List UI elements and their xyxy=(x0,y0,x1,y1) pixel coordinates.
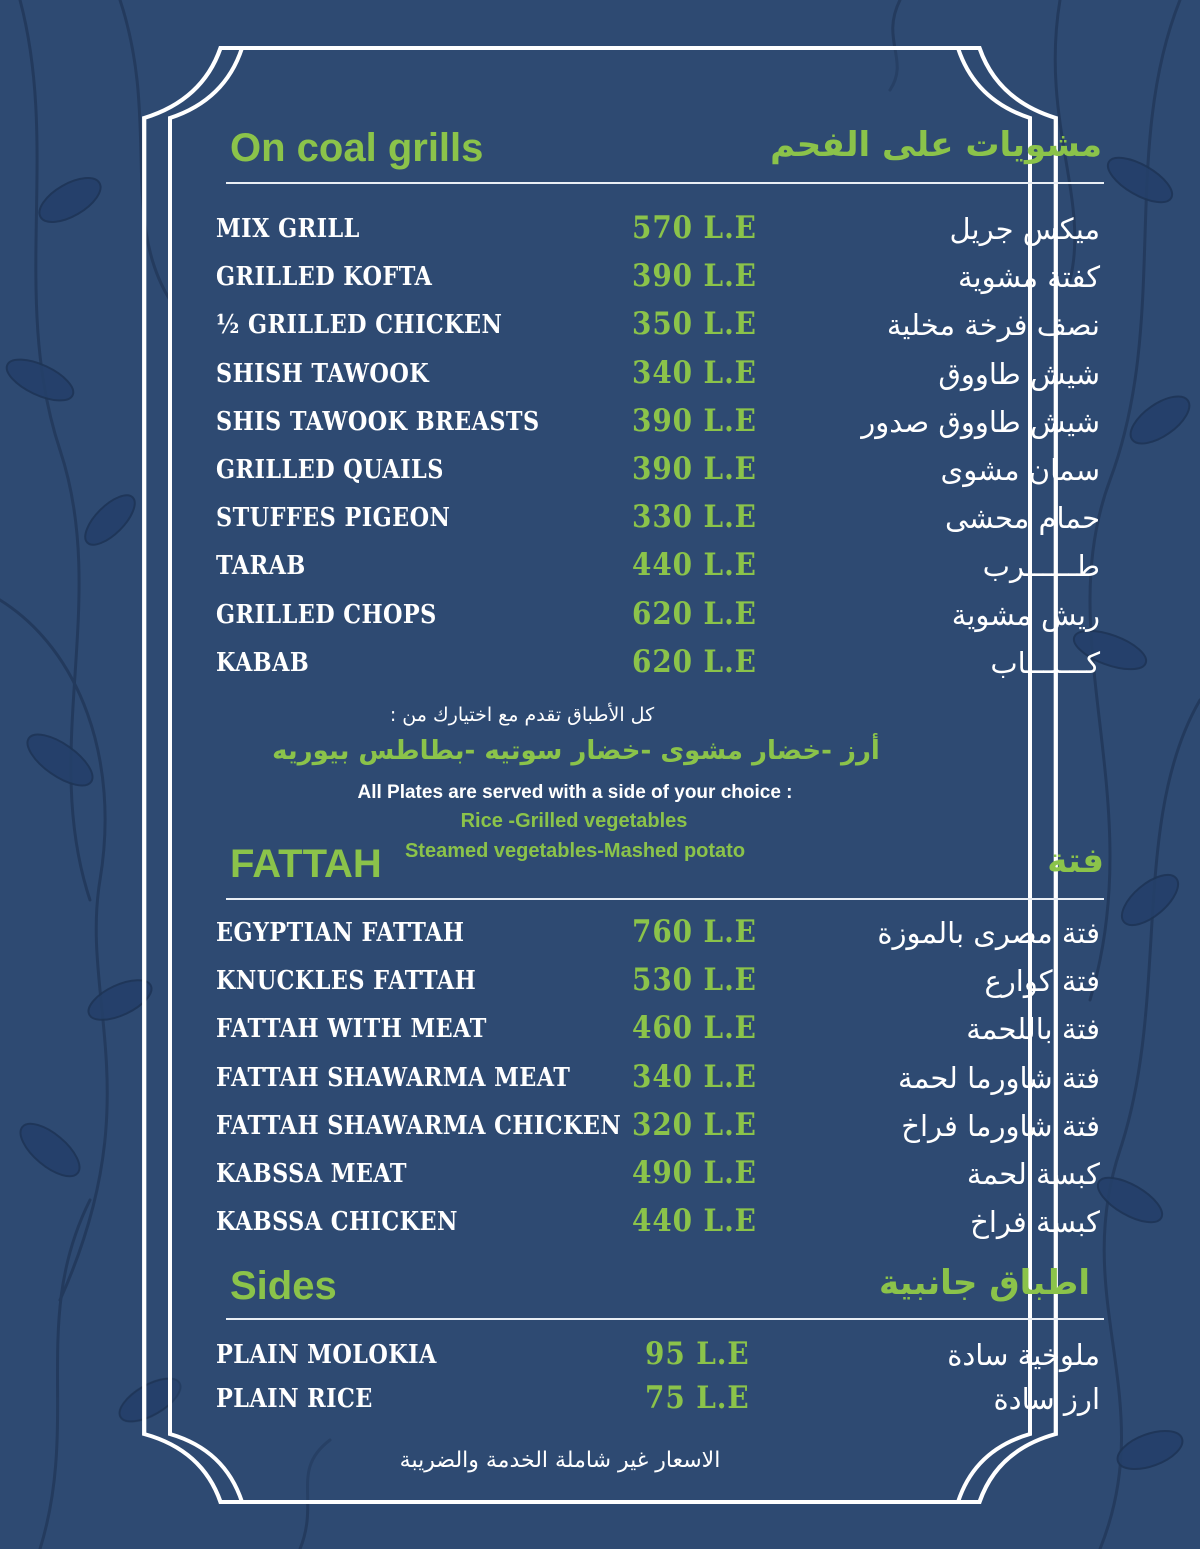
menu-item-name-ar: ميكس جريل xyxy=(949,212,1100,246)
section-title-fattah-ar: فتة xyxy=(1047,841,1104,881)
menu-item-name-ar: فتة كوارع xyxy=(984,964,1100,999)
menu-item-row xyxy=(0,1010,1200,1058)
section-divider-fattah xyxy=(226,898,1104,900)
sides-note-en-line1: All Plates are served with a side of your choice : xyxy=(357,782,793,803)
menu-item-row xyxy=(0,1059,1200,1107)
menu-item-row xyxy=(0,451,1200,499)
menu-item-name-en: PLAIN MOLOKIA xyxy=(216,1340,437,1370)
section-divider-sides xyxy=(226,1318,1104,1320)
menu-item-name-ar: كـــبـــاب xyxy=(990,645,1100,680)
menu-item-name-en: KABSSA CHICKEN xyxy=(216,1207,458,1238)
menu-item-name-en: TARAB xyxy=(216,551,306,582)
menu-item-price: 490 L.E xyxy=(632,1154,757,1191)
menu-item-row xyxy=(0,644,1200,692)
sides-note-ar-line1: كل الأطباق تقدم مع اختيارك من : xyxy=(389,704,655,726)
menu-item-name-en: SHISH TAWOOK xyxy=(216,358,430,389)
sides-note-ar-line2: أرز -خضار مشوى -خضار سوتيه -بطاطس بيوريه xyxy=(272,736,880,766)
menu-item-price: 350 L.E xyxy=(632,306,757,343)
menu-item-row xyxy=(0,547,1200,595)
menu-item-name-en: FATTAH WITH MEAT xyxy=(216,1014,487,1045)
menu-item-price: 620 L.E xyxy=(632,643,757,680)
menu-item-name-ar: ارز سادة xyxy=(993,1382,1100,1416)
menu-item-price: 390 L.E xyxy=(632,258,757,295)
menu-item-row xyxy=(0,962,1200,1010)
menu-item-name-ar: ملوخية سادة xyxy=(947,1338,1100,1372)
fattah-item-list xyxy=(0,914,1200,1251)
menu-item-price: 570 L.E xyxy=(632,210,757,246)
menu-item-row xyxy=(0,210,1200,258)
section-title-sides-en: Sides xyxy=(230,1264,337,1308)
menu-item-name-en: STUFFES PIGEON xyxy=(216,503,451,534)
section-title-grills-ar: مشويات على الفحم xyxy=(770,125,1102,165)
menu-item-name-ar: فتة باللحمة xyxy=(966,1012,1100,1047)
menu-item-name-ar: نصف فرخة مخلية xyxy=(886,308,1100,343)
menu-item-price: 75 L.E xyxy=(645,1380,750,1416)
menu-item-price: 440 L.E xyxy=(632,547,757,584)
menu-item-price: 390 L.E xyxy=(632,450,757,487)
sides-note-en-line3: Steamed vegetables-Mashed potato xyxy=(404,840,746,862)
menu-item-name-en: EGYPTIAN FATTAH xyxy=(216,918,465,948)
menu-item-name-en: FATTAH SHAWARMA CHICKEN xyxy=(216,1110,622,1141)
section-title-grills-en: On coal grills xyxy=(230,126,484,170)
menu-item-row xyxy=(0,258,1200,306)
menu-item-name-ar: كبسة لحمة xyxy=(966,1156,1100,1191)
menu-item-price: 320 L.E xyxy=(632,1106,757,1143)
menu-item-row xyxy=(0,1380,1200,1424)
menu-item-name-en: PLAIN RICE xyxy=(216,1384,373,1414)
prices-disclaimer: الاسعار غير شاملة الخدمة والضريبة xyxy=(399,1448,721,1473)
menu-item-name-ar: شيش طاووق xyxy=(938,356,1100,391)
menu-item-price: 340 L.E xyxy=(632,354,757,391)
menu-item-price: 460 L.E xyxy=(632,1010,757,1047)
menu-item-price: 330 L.E xyxy=(632,499,757,536)
menu-item-price: 390 L.E xyxy=(632,402,757,439)
menu-item-price: 760 L.E xyxy=(632,914,757,950)
menu-item-name-en: ½ GRILLED CHICKEN xyxy=(216,310,503,341)
menu-item-name-ar: كفتة مشوية xyxy=(958,260,1100,295)
menu-item-price: 95 L.E xyxy=(645,1336,750,1372)
menu-item-name-ar: ريش مشوية xyxy=(951,597,1100,632)
menu-item-name-ar: فتة شاورما لحمة xyxy=(898,1060,1100,1095)
menu-item-price: 340 L.E xyxy=(632,1058,757,1095)
grills-item-list xyxy=(0,210,1200,692)
menu-item-name-ar: حمام محشى xyxy=(945,501,1100,536)
menu-item-name-en: KABSSA MEAT xyxy=(216,1158,408,1189)
menu-item-row xyxy=(0,355,1200,403)
menu-item-name-en: KABAB xyxy=(216,647,310,678)
menu-item-name-en: GRILLED CHOPS xyxy=(216,599,437,630)
menu-item-name-ar: فتة شاورما فراخ xyxy=(901,1108,1100,1143)
menu-item-price: 620 L.E xyxy=(632,595,757,632)
menu-item-name-ar: كبسة فراخ xyxy=(970,1205,1100,1240)
menu-item-name-en: SHIS TAWOOK BREASTS xyxy=(216,406,540,437)
menu-item-name-ar: سمان مشوى xyxy=(940,452,1100,487)
menu-item-row xyxy=(0,596,1200,644)
section-title-fattah-en: FATTAH xyxy=(230,842,382,886)
section-divider-grills xyxy=(226,182,1104,184)
menu-item-row xyxy=(0,499,1200,547)
section-title-sides-ar: اطباق جانبية xyxy=(879,1263,1090,1303)
menu-item-row xyxy=(0,403,1200,451)
menu-item-name-en: FATTAH SHAWARMA MEAT xyxy=(216,1062,571,1093)
menu-item-name-en: GRILLED QUAILS xyxy=(216,454,444,485)
menu-item-row xyxy=(0,1155,1200,1203)
sides-item-list xyxy=(0,1336,1200,1424)
menu-item-name-ar: فتة مصرى بالموزة xyxy=(877,916,1100,950)
menu-item-row xyxy=(0,914,1200,962)
menu-item-name-ar: شيش طاووق صدور xyxy=(861,404,1100,439)
menu-item-name-ar: طــــــرب xyxy=(982,549,1100,584)
menu-item-row xyxy=(0,306,1200,354)
menu-item-row xyxy=(0,1203,1200,1251)
menu-item-row xyxy=(0,1107,1200,1155)
menu-item-name-en: KNUCKLES FATTAH xyxy=(216,966,477,997)
sides-note-en-line2: Rice -Grilled vegetables xyxy=(460,810,688,832)
menu-item-name-en: MIX GRILL xyxy=(216,214,360,244)
menu-item-price: 530 L.E xyxy=(632,962,757,999)
menu-item-name-en: GRILLED KOFTA xyxy=(216,262,433,293)
menu-item-price: 440 L.E xyxy=(632,1203,757,1240)
menu-item-row xyxy=(0,1336,1200,1380)
